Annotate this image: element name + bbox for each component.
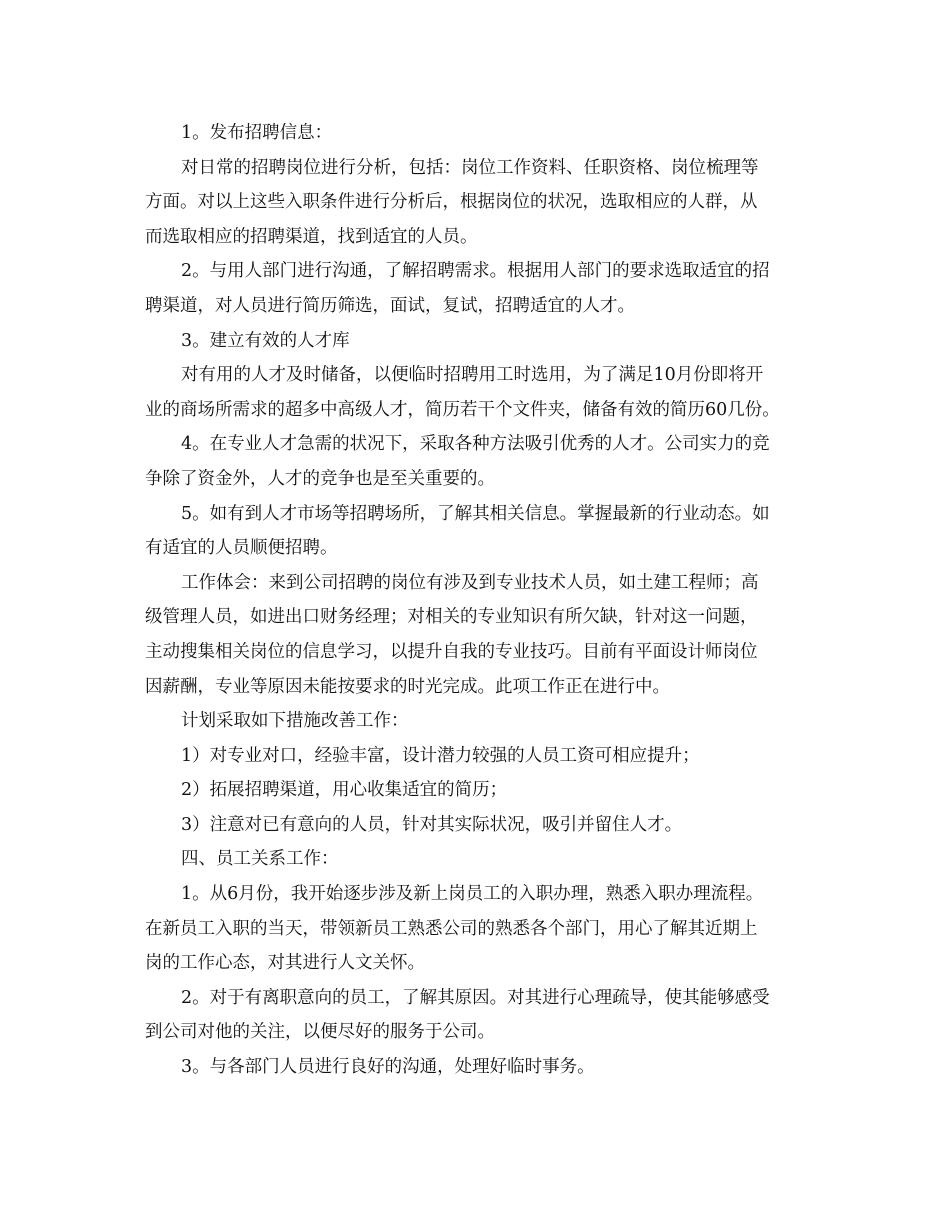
document-body: [145, 116, 815, 1085]
text-line: 1。发布招聘信息：: [181, 123, 333, 143]
text-line: 岗的工作心态，对其进行人文关怀。: [145, 953, 425, 974]
text-line: 1。从6月份，我开始逐步涉及新上岗员工的入职办理，熟悉入职办理流程。: [181, 884, 764, 905]
text-line: 争除了资金外，人才的竞争也是至关重要的。: [145, 468, 495, 489]
text-line: 工作体会：来到公司招聘的岗位有涉及到专业技术人员，如土建工程师；高: [181, 572, 759, 593]
text-line: 到公司对他的关注，以便尽好的服务于公司。: [145, 1022, 495, 1043]
text-line: 计划采取如下措施改善工作：: [181, 711, 409, 732]
text-line: 1）对专业对口，经验丰富，设计潜力较强的人员工资可相应提升；: [181, 745, 700, 766]
text-line: 对日常的招聘岗位进行分析，包括：岗位工作资料、任职资格、岗位梳理等: [181, 157, 759, 178]
text-line: 四、员工关系工作：: [181, 849, 339, 870]
text-line: 而选取相应的招聘渠道，找到适宜的人员。: [145, 226, 478, 247]
text-line: 聘渠道，对人员进行简历筛选，面试，复试，招聘适宜的人才。: [145, 295, 635, 316]
text-line: 级管理人员，如进出口财务经理；对相关的专业知识有所欠缺，针对这一问题，: [145, 607, 758, 628]
text-line: 对有用的人才及时储备，以便临时招聘用工时选用，为了满足10月份即将开: [181, 365, 764, 386]
text-line: 2）拓展招聘渠道，用心收集适宜的简历；: [181, 780, 508, 801]
text-line: 主动搜集相关岗位的信息学习，以提升自我的专业技巧。目前有平面设计师岗位: [145, 641, 758, 662]
text-line: 3）注意对已有意向的人员，针对其实际状况，吸引并留住人才。: [181, 814, 683, 835]
text-line: 4。在专业人才急需的状况下，采取各种方法吸引优秀的人才。公司实力的竞: [181, 434, 770, 455]
text-line: 因薪酬，专业等原因未能按要求的时光完成。此项工作正在进行中。: [145, 676, 670, 697]
text-line: 业的商场所需求的超多中高级人才，简历若干个文件夹，储备有效的简历60几份。: [145, 399, 780, 420]
text-line: 方面。对以上这些入职条件进行分析后，根据岗位的状况，选取相应的人群，从: [145, 192, 758, 213]
text-line: 3。与各部门人员进行良好的沟通，处理好临时事务。: [181, 1057, 595, 1078]
text-line: 5。如有到人才市场等招聘场所，了解其相关信息。掌握最新的行业动态。如: [181, 503, 770, 524]
text-line: 在新员工入职的当天，带领新员工熟悉公司的熟悉各个部门，用心了解其近期上: [145, 918, 758, 939]
text-line: 3。建立有效的人才库: [181, 330, 350, 351]
text-line: 2。对于有离职意向的员工，了解其原因。对其进行心理疏导，使其能够感受: [181, 987, 770, 1008]
text-line: 有适宜的人员顺便招聘。: [145, 538, 338, 559]
text-line: 2。与用人部门进行沟通，了解招聘需求。根据用人部门的要求选取适宜的招: [181, 261, 770, 282]
